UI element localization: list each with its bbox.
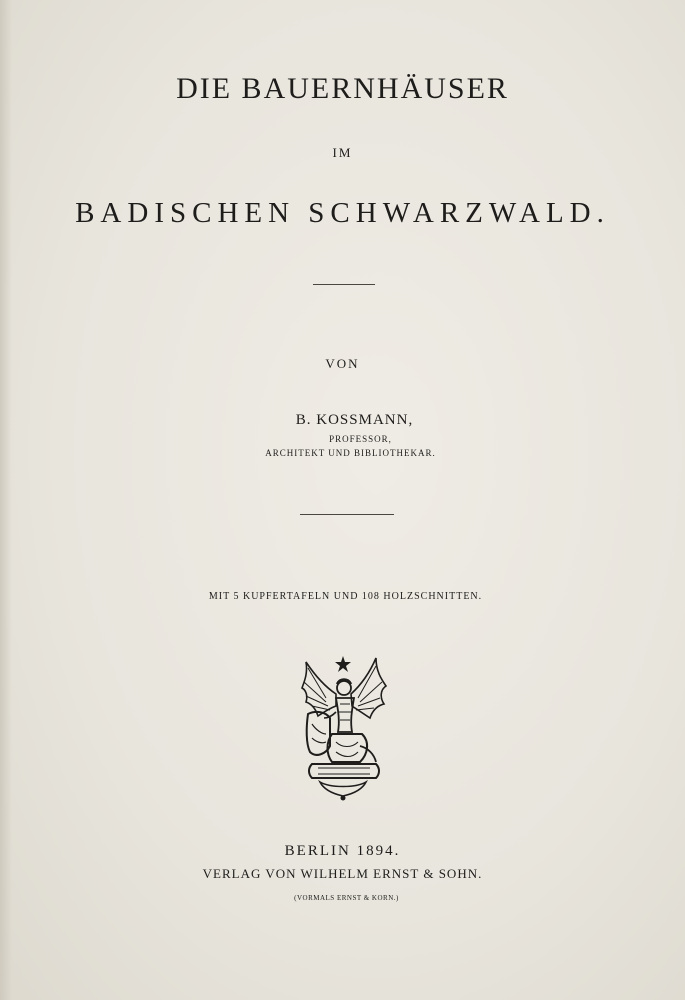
- title-connector: IM: [332, 145, 353, 160]
- author-affiliation: ARCHITEKT UND BIBLIOTHEKAR.: [265, 448, 436, 458]
- publisher-formerly: (VORMALS ERNST & KORN.): [294, 894, 399, 902]
- publisher: VERLAG VON WILHELM ERNST & SOHN.: [202, 866, 483, 881]
- title-line-1: DIE BAUERNHÄUSER: [176, 72, 509, 105]
- author-profession: PROFESSOR,: [329, 434, 392, 444]
- author-name: B. KOSSMANN,: [295, 412, 414, 428]
- place-and-year: BERLIN 1894.: [284, 843, 401, 859]
- title-line-2: BADISCHEN SCHWARZWALD.: [75, 197, 610, 229]
- illustrations-note: MIT 5 KUPFERTAFELN UND 108 HOLZSCHNITTEN.: [208, 591, 483, 602]
- divider-rule: [313, 284, 375, 285]
- by-word: VON: [325, 356, 360, 371]
- divider-rule: [300, 514, 394, 515]
- winged-sphinx-printers-mark-icon: [296, 654, 391, 802]
